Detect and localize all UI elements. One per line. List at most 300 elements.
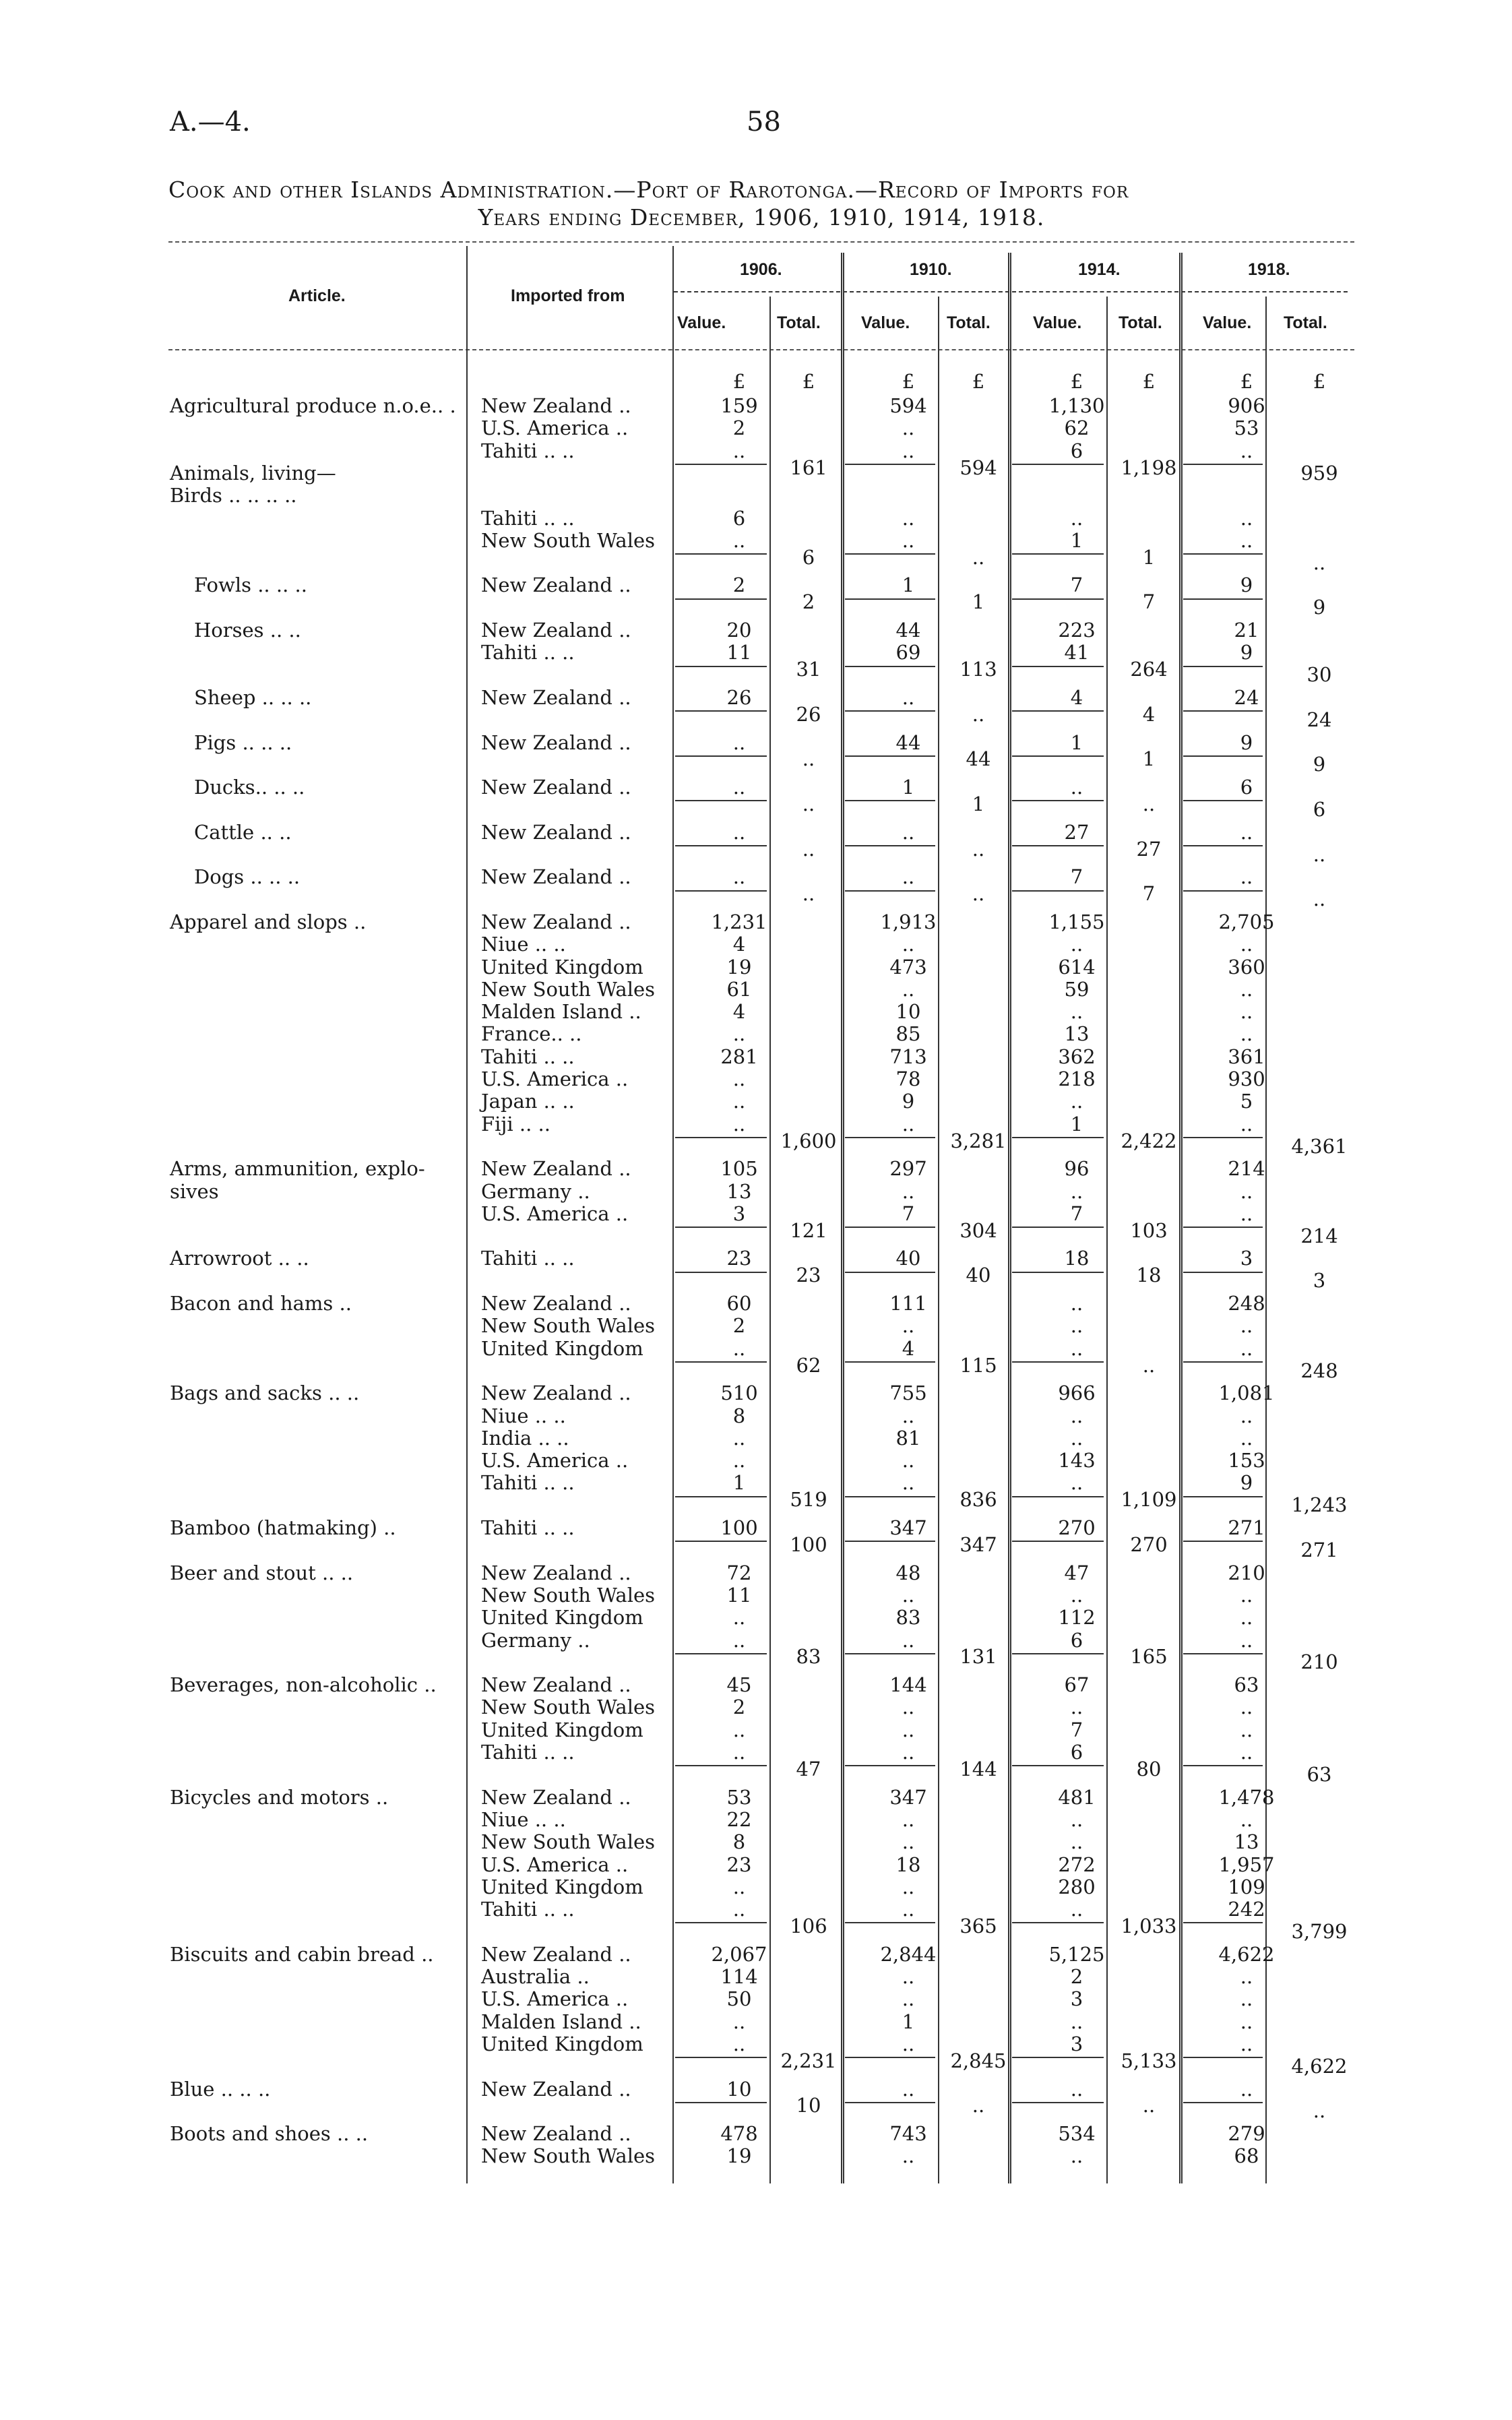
total-cell: 1,109 (1121, 1488, 1177, 1512)
value-cell: 5,125 (1048, 1942, 1105, 1966)
subtotal-rule (675, 2102, 767, 2103)
total-cell: 9 (1313, 753, 1326, 776)
subtotal-rule (1012, 1227, 1104, 1228)
total-cell: 1,243 (1291, 1493, 1348, 1517)
subtotal-rule (845, 710, 935, 712)
subtotal-rule (1183, 710, 1263, 712)
subtotal-rule (1183, 800, 1263, 801)
value-cell: 3 (1240, 1247, 1253, 1270)
value-cell: .. (1070, 1179, 1083, 1203)
value-cell: 83 (895, 1606, 921, 1630)
imported-from-country: United Kingdom (481, 2032, 643, 2055)
value-cell: 85 (895, 1022, 921, 1046)
value-cell: 114 (720, 1965, 758, 1988)
header-value-1914: Value. (1033, 313, 1082, 332)
value-cell: 755 (889, 1382, 927, 1405)
total-cell: 264 (1130, 658, 1168, 681)
value-cell: 210 (1228, 1561, 1265, 1584)
subtotal-rule (1183, 845, 1263, 846)
value-cell: 1,957 (1218, 1853, 1275, 1876)
imported-from-country: New Zealand .. (481, 1942, 631, 1966)
total-cell: .. (972, 837, 985, 861)
value-cell: .. (1240, 1336, 1253, 1360)
imported-from-country: France.. .. (481, 1022, 582, 1046)
value-cell: 20 (726, 619, 752, 642)
value-cell: 7 (902, 1202, 915, 1225)
total-cell: 40 (966, 1264, 991, 1287)
subtotal-rule (675, 1922, 767, 1923)
imported-from-country: Tahiti .. .. (481, 1516, 575, 1539)
total-cell: 23 (796, 1264, 821, 1287)
article-label: Beer and stout .. .. (170, 1561, 354, 1584)
page-reference: A.—4. (170, 106, 251, 137)
subtotal-rule (1012, 755, 1104, 757)
value-cell: 13 (726, 1179, 752, 1203)
imported-from-country: United Kingdom (481, 1875, 643, 1898)
article-label: Agricultural produce n.o.e.. . (170, 394, 456, 417)
value-cell: .. (732, 1718, 746, 1741)
total-cell: 210 (1300, 1650, 1338, 1674)
value-cell: .. (902, 1987, 915, 2011)
value-cell: .. (1240, 1718, 1253, 1741)
value-cell: 21 (1234, 619, 1259, 642)
imported-from-country: United Kingdom (481, 1606, 643, 1630)
value-cell: .. (1240, 1000, 1253, 1024)
header-year-1906: 1906. (740, 260, 782, 279)
value-cell: 297 (889, 1157, 927, 1181)
subtotal-rule (675, 598, 767, 600)
total-cell: 80 (1136, 1757, 1162, 1780)
imported-from-country: Tahiti .. .. (481, 1471, 575, 1495)
subtotal-rule (1012, 1541, 1104, 1542)
value-cell: .. (1070, 1471, 1083, 1495)
total-cell: 1 (1142, 545, 1156, 569)
value-cell: 72 (726, 1561, 752, 1584)
value-cell: 5 (1240, 1090, 1253, 1113)
article-label: Biscuits and cabin bread .. (170, 1942, 434, 1966)
imported-from-country: U.S. America .. (481, 1449, 629, 1472)
imported-from-country: New Zealand .. (481, 731, 631, 754)
subtotal-rule (1012, 464, 1104, 465)
value-cell: .. (1240, 1314, 1253, 1338)
rule-1906-end (841, 253, 844, 2183)
value-cell: 510 (720, 1382, 758, 1405)
value-cell: 159 (720, 394, 758, 417)
subtotal-rule (675, 1137, 767, 1138)
imported-from-country: U.S. America .. (481, 1067, 629, 1090)
subtotal-rule (845, 2102, 935, 2103)
header-total-1918: Total. (1284, 313, 1327, 332)
imported-from-country: New Zealand .. (481, 2077, 631, 2101)
subtotal-rule (1183, 598, 1263, 600)
imported-from-country: Niue .. .. (481, 1807, 566, 1831)
value-cell: 112 (1058, 1606, 1096, 1630)
subtotal-rule (845, 1272, 935, 1273)
header-year-1910: 1910. (910, 260, 952, 279)
total-cell: 7 (1142, 882, 1156, 906)
imported-from-country: Japan .. .. (481, 1090, 575, 1113)
value-cell: 248 (1228, 1292, 1265, 1315)
value-cell: .. (1240, 1404, 1253, 1427)
total-cell: 113 (959, 658, 997, 681)
article-label: Ducks.. .. .. (194, 776, 305, 799)
value-cell: 3 (1070, 2032, 1083, 2055)
value-cell: 9 (902, 1090, 915, 1113)
value-cell: 19 (726, 2144, 752, 2168)
subtotal-rule (845, 1653, 935, 1654)
value-cell: .. (902, 1807, 915, 1831)
subtotal-rule (675, 464, 767, 465)
imported-from-country: New Zealand .. (481, 1561, 631, 1584)
total-cell: .. (972, 545, 985, 569)
value-cell: 4,622 (1218, 1942, 1275, 1966)
value-cell: .. (902, 685, 915, 709)
subtotal-rule (675, 1361, 767, 1363)
value-cell: 473 (889, 955, 927, 979)
value-cell: 272 (1058, 1853, 1096, 1876)
value-cell: 360 (1228, 955, 1265, 979)
imported-from-country: New Zealand .. (481, 1785, 631, 1809)
total-cell: 103 (1130, 1218, 1168, 1242)
currency-value-1910: £ (902, 370, 915, 393)
total-cell: 2,422 (1121, 1129, 1177, 1152)
value-cell: .. (1240, 528, 1253, 552)
value-cell: 594 (889, 394, 927, 417)
currency-total-1914: £ (1142, 370, 1156, 393)
value-cell: 109 (1228, 1875, 1265, 1898)
value-cell: 1,081 (1218, 1382, 1275, 1405)
value-cell: 78 (895, 1067, 921, 1090)
total-cell: 47 (796, 1757, 821, 1780)
rule-1910-end (1008, 253, 1011, 2183)
value-cell: .. (902, 1898, 915, 1921)
subtotal-rule (1012, 1272, 1104, 1273)
subtotal-rule (845, 553, 935, 555)
article-label: Bamboo (hatmaking) .. (170, 1516, 396, 1539)
header-total-1906: Total. (777, 313, 821, 332)
value-cell: .. (902, 439, 915, 462)
imported-from-country: United Kingdom (481, 955, 643, 979)
imported-from-country: New Zealand .. (481, 1673, 631, 1697)
total-cell: 3 (1313, 1269, 1326, 1293)
value-cell: 6 (1070, 1741, 1083, 1764)
rule-1910-split (938, 297, 939, 2183)
value-cell: 50 (726, 1987, 752, 2011)
value-cell: .. (732, 865, 746, 889)
value-cell: 68 (1234, 2144, 1259, 2168)
currency-value-1914: £ (1070, 370, 1083, 393)
value-cell: 9 (1240, 731, 1253, 754)
value-cell: 1,130 (1048, 394, 1105, 417)
title-line-2: Years ending December, 1906, 1910, 1914, 1918. (478, 204, 1045, 230)
value-cell: .. (1070, 1090, 1083, 1113)
total-cell: 4,622 (1291, 2054, 1348, 2078)
value-cell: .. (1070, 2077, 1083, 2101)
imported-from-country: Germany .. (481, 1179, 590, 1203)
subtotal-rule (845, 1361, 935, 1363)
subtotal-rule (1183, 1361, 1263, 1363)
subtotal-rule (1183, 755, 1263, 757)
value-cell: 7 (1070, 1718, 1083, 1741)
rule-1918-split (1265, 297, 1267, 2183)
value-cell: .. (902, 1404, 915, 1427)
imported-from-country: Australia .. (481, 1965, 590, 1988)
value-cell: 23 (726, 1247, 752, 1270)
value-cell: 81 (895, 1426, 921, 1450)
article-label: Bags and sacks .. .. (170, 1382, 360, 1405)
subtotal-rule (1183, 1922, 1263, 1923)
value-cell: .. (1240, 1112, 1253, 1136)
rule-1914-split (1106, 297, 1108, 2183)
subtotal-rule (675, 553, 767, 555)
value-cell: 13 (1064, 1022, 1090, 1046)
value-cell: .. (732, 1898, 746, 1921)
value-cell: 279 (1228, 2122, 1265, 2146)
total-cell: 6 (802, 545, 815, 569)
subtotal-rule (675, 1653, 767, 1654)
imported-from-country: U.S. America .. (481, 1853, 629, 1876)
total-cell: 214 (1300, 1224, 1338, 1247)
value-cell: .. (1070, 1314, 1083, 1338)
total-cell: .. (1313, 842, 1326, 866)
currency-value-1906: £ (732, 370, 746, 393)
value-cell: .. (1240, 439, 1253, 462)
value-cell: 24 (1234, 685, 1259, 709)
subtotal-rule (1183, 2102, 1263, 2103)
total-cell: 1,033 (1121, 1915, 1177, 1938)
subtotal-rule (675, 755, 767, 757)
subtotal-rule (1183, 666, 1263, 667)
subtotal-rule (675, 2057, 767, 2058)
imported-from-country: New Zealand .. (481, 1292, 631, 1315)
imported-from-country: New Zealand .. (481, 573, 631, 597)
imported-from-country: Tahiti .. .. (481, 1741, 575, 1764)
value-cell: .. (902, 1314, 915, 1338)
value-cell: 218 (1058, 1067, 1096, 1090)
total-cell: 1 (972, 793, 985, 816)
value-cell: 9 (1240, 573, 1253, 597)
imported-from-country: New Zealand .. (481, 820, 631, 844)
value-cell: 280 (1058, 1875, 1096, 1898)
value-cell: 2,844 (880, 1942, 937, 1966)
subtotal-rule (845, 1922, 935, 1923)
value-cell: .. (902, 1830, 915, 1854)
currency-total-1906: £ (802, 370, 815, 393)
value-cell: .. (902, 1696, 915, 1719)
value-cell: .. (1240, 820, 1253, 844)
value-cell: .. (902, 1449, 915, 1472)
total-cell: 6 (1313, 798, 1326, 821)
value-cell: .. (902, 2032, 915, 2055)
total-cell: 165 (1130, 1645, 1168, 1669)
value-cell: 966 (1058, 1382, 1096, 1405)
imported-from-country: Tahiti .. .. (481, 1898, 575, 1921)
total-cell: .. (1313, 2099, 1326, 2123)
value-cell: .. (732, 1426, 746, 1450)
subtotal-rule (675, 1496, 767, 1497)
value-cell: .. (1240, 865, 1253, 889)
header-value-1910: Value. (861, 313, 910, 332)
value-cell: .. (1070, 1292, 1083, 1315)
value-cell: .. (1070, 776, 1083, 799)
total-cell: 31 (796, 658, 821, 681)
total-cell: 270 (1130, 1532, 1168, 1556)
imported-from-country: Tahiti .. .. (481, 506, 575, 530)
subtotal-rule (1012, 1922, 1104, 1923)
value-cell: .. (1070, 1404, 1083, 1427)
total-cell: 248 (1300, 1359, 1338, 1382)
value-cell: .. (732, 1875, 746, 1898)
value-cell: 9 (1240, 641, 1253, 664)
total-cell: .. (1313, 551, 1326, 574)
value-cell: .. (1240, 1628, 1253, 1652)
total-cell: 594 (959, 456, 997, 479)
value-cell: .. (902, 1583, 915, 1607)
total-cell: .. (972, 882, 985, 906)
imported-from-country: Tahiti .. .. (481, 439, 575, 462)
value-cell: 7 (1070, 865, 1083, 889)
value-cell: .. (1070, 2010, 1083, 2033)
total-cell: .. (1313, 888, 1326, 911)
subtotal-rule (1183, 1137, 1263, 1138)
value-cell: 2,067 (711, 1942, 767, 1966)
value-cell: .. (1070, 2144, 1083, 2168)
value-cell: .. (902, 506, 915, 530)
subtotal-rule (845, 800, 935, 801)
subtotal-rule (1012, 890, 1104, 892)
value-cell: .. (732, 1606, 746, 1630)
subtotal-rule (1183, 1496, 1263, 1497)
imported-from-country: Niue .. .. (481, 1404, 566, 1427)
value-cell: 62 (1064, 416, 1090, 440)
value-cell: .. (1240, 1202, 1253, 1225)
imported-from-country: New Zealand .. (481, 1382, 631, 1405)
value-cell: 1 (1070, 1112, 1083, 1136)
imported-from-country: U.S. America .. (481, 1202, 629, 1225)
value-cell: 2 (1070, 1965, 1083, 1988)
total-cell: 4 (1142, 702, 1156, 726)
value-cell: .. (732, 2010, 746, 2033)
value-cell: 67 (1064, 1673, 1090, 1697)
total-cell: 4,361 (1291, 1134, 1348, 1158)
value-cell: .. (1070, 1000, 1083, 1024)
value-cell: 100 (720, 1516, 758, 1539)
value-cell: 61 (726, 977, 752, 1001)
total-cell: .. (1142, 793, 1156, 816)
value-cell: 270 (1058, 1516, 1096, 1539)
article-label: Dogs .. .. .. (194, 865, 301, 889)
value-cell: .. (732, 1112, 746, 1136)
value-cell: 2 (732, 1696, 746, 1719)
value-cell: 11 (726, 1583, 752, 1607)
article-label: Arms, ammunition, explo- (170, 1157, 425, 1181)
value-cell: 1,478 (1218, 1785, 1275, 1809)
value-cell: 347 (889, 1516, 927, 1539)
page-number: 58 (747, 106, 781, 137)
value-cell: 22 (726, 1807, 752, 1831)
value-cell: .. (1240, 1965, 1253, 1988)
article-label: Arrowroot .. .. (170, 1247, 309, 1270)
imported-from-country: India .. .. (481, 1426, 569, 1450)
article-label: Boots and shoes .. .. (170, 2122, 369, 2146)
value-cell: .. (732, 1336, 746, 1360)
value-cell: 478 (720, 2122, 758, 2146)
subtotal-rule (675, 1272, 767, 1273)
total-cell: 26 (796, 702, 821, 726)
subtotal-rule (675, 666, 767, 667)
total-cell: 9 (1313, 596, 1326, 619)
imported-from-country: New South Wales (481, 1583, 656, 1607)
value-cell: .. (1240, 1741, 1253, 1764)
imported-from-country: Tahiti .. .. (481, 1247, 575, 1270)
table-title (168, 177, 1354, 230)
value-cell: 2 (732, 573, 746, 597)
total-cell: 2 (802, 590, 815, 614)
value-cell: 8 (732, 1404, 746, 1427)
subtotal-rule (845, 755, 935, 757)
imported-from-country: New Zealand .. (481, 910, 631, 933)
value-cell: 1 (732, 1471, 746, 1495)
value-cell: 63 (1234, 1673, 1259, 1697)
value-cell: .. (732, 439, 746, 462)
imported-from-country: New South Wales (481, 1696, 656, 1719)
value-cell: .. (1240, 1179, 1253, 1203)
value-cell: .. (1070, 933, 1083, 956)
value-cell: .. (732, 1449, 746, 1472)
subtotal-rule (1012, 1496, 1104, 1497)
value-cell: 7 (1070, 1202, 1083, 1225)
value-cell: 105 (720, 1157, 758, 1181)
value-cell: .. (902, 1741, 915, 1764)
imported-from-country: Malden Island .. (481, 2010, 641, 2033)
article-label: Blue .. .. .. (170, 2077, 271, 2101)
value-cell: 214 (1228, 1157, 1265, 1181)
value-cell: .. (1240, 1987, 1253, 2011)
value-cell: 26 (726, 685, 752, 709)
value-cell: 4 (902, 1336, 915, 1360)
subtotal-rule (675, 1765, 767, 1766)
total-cell: 106 (790, 1915, 827, 1938)
value-cell: 614 (1058, 955, 1096, 979)
imported-from-country: Tahiti .. .. (481, 641, 575, 664)
subtotal-rule (1012, 553, 1104, 555)
article-label: Fowls .. .. .. (194, 573, 307, 597)
value-cell: 1,231 (711, 910, 767, 933)
rule-article-col (466, 246, 468, 2183)
subtotal-rule (675, 1541, 767, 1542)
value-cell: .. (1070, 1426, 1083, 1450)
imported-from-country: New Zealand .. (481, 2122, 631, 2146)
value-cell: .. (732, 1628, 746, 1652)
value-cell: .. (902, 2077, 915, 2101)
value-cell: 1 (1070, 528, 1083, 552)
subtotal-rule (675, 845, 767, 846)
imported-from-country: United Kingdom (481, 1718, 643, 1741)
subtotal-rule (845, 666, 935, 667)
value-cell: 143 (1058, 1449, 1096, 1472)
value-cell: .. (732, 1067, 746, 1090)
subtotal-rule (1012, 2102, 1104, 2103)
value-cell: 4 (732, 1000, 746, 1024)
value-cell: 242 (1228, 1898, 1265, 1921)
value-cell: .. (1070, 1583, 1083, 1607)
subtotal-rule (1183, 1541, 1263, 1542)
subtotal-rule (845, 845, 935, 846)
article-label: Cattle .. .. (194, 820, 292, 844)
total-cell: 7 (1142, 590, 1156, 614)
total-cell: .. (972, 702, 985, 726)
subtotal-rule (845, 1137, 935, 1138)
